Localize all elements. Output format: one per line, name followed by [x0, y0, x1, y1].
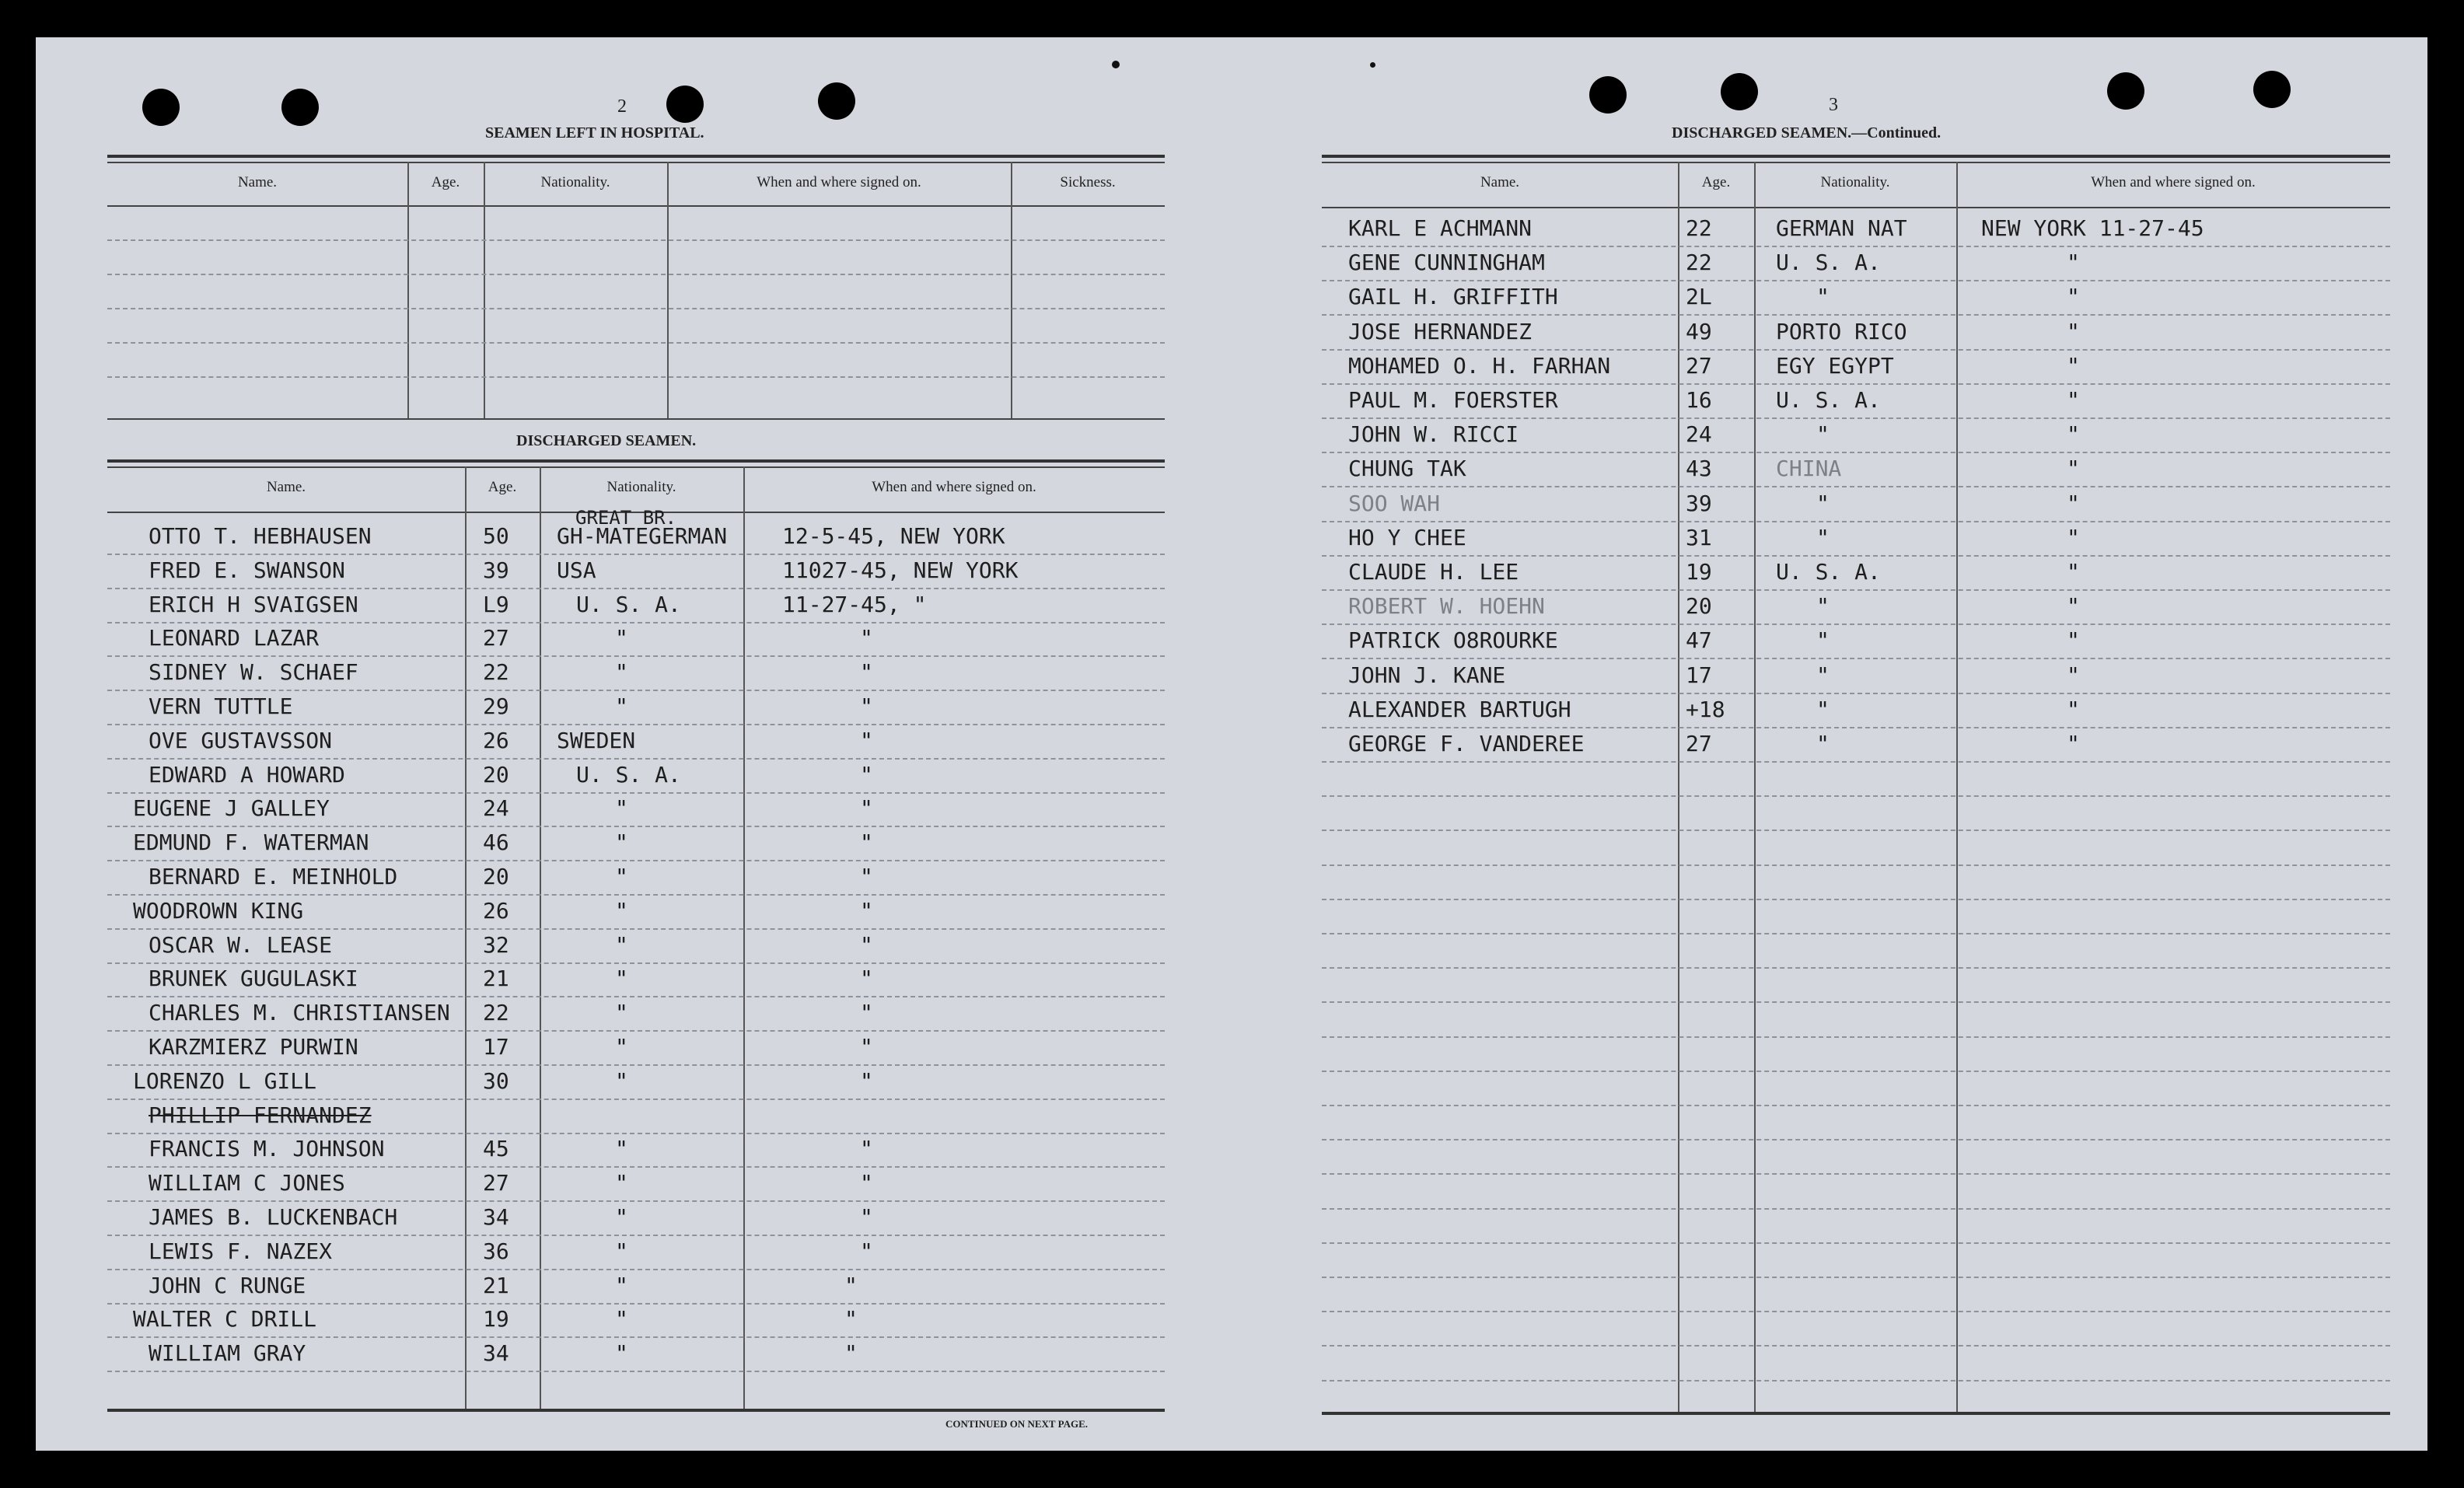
seaman-name: MOHAMED O. H. FARHAN: [1348, 352, 1611, 379]
nationality-correction: GREAT BR.: [575, 507, 677, 529]
seaman-signed-on: ": [860, 1034, 873, 1060]
row-rule: [107, 758, 1165, 760]
seaman-nationality: ": [615, 795, 628, 822]
seaman-name: JOSE HERNANDEZ: [1348, 318, 1533, 344]
hospital-col-sickness: Sickness.: [1060, 174, 1116, 190]
seaman-age: 27: [483, 625, 509, 651]
discharged-section-title: DISCHARGED SEAMEN.: [516, 432, 697, 449]
punch-hole: [2253, 71, 2291, 108]
seaman-nationality: ": [615, 1238, 628, 1264]
row-rule: [107, 826, 1165, 827]
seaman-nationality: SWEDEN: [557, 727, 636, 753]
seaman-age: 22: [483, 659, 509, 686]
row-rule: [107, 622, 1165, 623]
rule: [1322, 162, 2390, 163]
seaman-nationality: ": [1816, 696, 1830, 722]
row-rule: [1322, 899, 2390, 900]
seaman-name: KARZMIERZ PURWIN: [149, 1034, 358, 1060]
rule: [107, 205, 1165, 207]
row-rule: [1322, 1242, 2390, 1244]
row-rule: [107, 239, 1165, 241]
rule: [540, 466, 541, 1409]
seaman-signed-on: ": [860, 897, 873, 924]
seaman-nationality: ": [615, 1000, 628, 1026]
punch-hole: [1589, 76, 1627, 114]
row-rule: [107, 792, 1165, 794]
row-rule: [1322, 417, 2390, 419]
seaman-signed-on: ": [2067, 284, 2080, 310]
row-rule: [107, 962, 1165, 964]
row-rule: [1322, 1345, 2390, 1347]
row-rule: [1322, 865, 2390, 866]
seaman-nationality: ": [615, 1340, 628, 1367]
seaman-name: GENE CUNNINGHAM: [1348, 250, 1545, 276]
seaman-signed-on: ": [860, 1170, 873, 1196]
seaman-nationality: U. S. A.: [576, 591, 681, 617]
seaman-age: 24: [483, 795, 509, 822]
seaman-name: ALEXANDER BARTUGH: [1348, 696, 1571, 722]
seaman-nationality: ": [1816, 593, 1830, 620]
row-rule: [107, 1166, 1165, 1168]
row-rule: [107, 655, 1165, 657]
speck: [1112, 61, 1120, 68]
punch-hole: [2107, 72, 2144, 110]
rule: [484, 162, 485, 418]
seaman-nationality: ": [615, 625, 628, 651]
seaman-nationality: ": [615, 1170, 628, 1196]
seaman-signed-on: ": [860, 1136, 873, 1162]
row-rule: [107, 308, 1165, 309]
row-rule: [107, 342, 1165, 344]
seaman-signed-on: ": [860, 1238, 873, 1264]
seaman-nationality: ": [615, 1204, 628, 1230]
seaman-name: CHUNG TAK: [1348, 456, 1466, 482]
seaman-signed-on: ": [2067, 456, 2080, 482]
seaman-name: EDWARD A HOWARD: [149, 761, 345, 788]
seaman-age: 46: [483, 830, 509, 856]
discharged-col-nationality: Nationality.: [606, 479, 676, 495]
row-rule: [107, 894, 1165, 896]
row-rule: [1322, 486, 2390, 487]
seaman-age: 45: [483, 1136, 509, 1162]
seaman-nationality: ": [615, 1136, 628, 1162]
discharged-col-signed: When and where signed on.: [872, 479, 1036, 495]
seaman-name: EDMUND F. WATERMAN: [133, 830, 369, 856]
rule: [407, 162, 409, 418]
page-number-right: 3: [1829, 95, 1838, 115]
seaman-nationality: ": [615, 931, 628, 958]
row-rule: [1322, 623, 2390, 625]
seaman-age: 27: [1686, 352, 1712, 379]
row-rule: [107, 1064, 1165, 1066]
seaman-nationality: U. S. A.: [1776, 250, 1881, 276]
seaman-name: FRED E. SWANSON: [149, 557, 345, 583]
seaman-age: 24: [1686, 421, 1712, 448]
row-rule: [107, 860, 1165, 861]
row-rule: [107, 1099, 1165, 1100]
seaman-nationality: USA: [557, 557, 596, 583]
rule: [667, 162, 669, 418]
hospital-col-age: Age.: [431, 174, 460, 190]
seaman-signed-on: NEW YORK 11-27-45: [1981, 215, 2204, 241]
rule: [1322, 1412, 2390, 1415]
seaman-signed-on: ": [2067, 696, 2080, 722]
discharged-col-name: Name.: [266, 479, 306, 495]
seaman-signed-on: ": [860, 864, 873, 889]
seaman-nationality: ": [615, 659, 628, 686]
row-rule: [1322, 693, 2390, 694]
hospital-section-title: SEAMEN LEFT IN HOSPITAL.: [485, 124, 704, 141]
seaman-signed-on: ": [2067, 250, 2080, 276]
ledger-page: [36, 37, 2427, 1451]
seaman-signed-on: ": [2067, 559, 2080, 585]
seaman-age: 47: [1686, 627, 1712, 654]
seaman-age: 34: [483, 1340, 509, 1367]
rule: [107, 155, 1165, 158]
row-rule: [107, 554, 1165, 555]
seaman-name: WOODROWN KING: [133, 897, 304, 924]
row-rule: [107, 376, 1165, 378]
seaman-signed-on: ": [860, 727, 873, 753]
discharged-continued-title: DISCHARGED SEAMEN.—Continued.: [1672, 124, 1941, 141]
seaman-age: 17: [483, 1034, 509, 1060]
seaman-age: 27: [1686, 731, 1712, 756]
seaman-age: 29: [483, 693, 509, 719]
seaman-nationality: ": [615, 1272, 628, 1298]
rule: [1322, 155, 2390, 158]
seaman-nationality: ": [615, 1067, 628, 1094]
row-rule: [1322, 795, 2390, 797]
seaman-nationality: U. S. A.: [1776, 559, 1881, 585]
seaman-name: BERNARD E. MEINHOLD: [149, 864, 398, 889]
seaman-name: SIDNEY W. SCHAEF: [149, 659, 358, 686]
seaman-signed-on: ": [860, 1067, 873, 1094]
seaman-age: 31: [1686, 524, 1712, 550]
seaman-nationality: GH-MATEGERMAN: [557, 523, 728, 549]
seaman-nationality: U. S. A.: [1776, 387, 1881, 413]
row-rule: [1322, 1105, 2390, 1106]
seaman-age: 34: [483, 1204, 509, 1230]
punch-hole: [281, 89, 319, 126]
seaman-age: 21: [483, 1272, 509, 1298]
rule: [1011, 162, 1012, 418]
right-col-name: Name.: [1480, 174, 1520, 190]
seaman-nationality: ": [1816, 627, 1830, 654]
hospital-col-nationality: Nationality.: [540, 174, 610, 190]
row-rule: [1322, 658, 2390, 659]
seaman-nationality: ": [615, 1034, 628, 1060]
seaman-name: LORENZO L GILL: [133, 1067, 317, 1094]
row-rule: [1322, 830, 2390, 831]
row-rule: [107, 588, 1165, 589]
right-col-age: Age.: [1701, 174, 1731, 190]
seaman-age: 22: [1686, 250, 1712, 276]
seaman-signed-on: 12-5-45, NEW YORK: [782, 523, 1005, 549]
seaman-signed-on: ": [2067, 352, 2080, 379]
row-rule: [1322, 521, 2390, 522]
seaman-nationality: ": [615, 897, 628, 924]
punch-hole: [818, 82, 855, 120]
seaman-age: 50: [483, 523, 509, 549]
seaman-age: 39: [1686, 490, 1712, 516]
seaman-name: LEONARD LAZAR: [149, 625, 320, 651]
seaman-nationality: ": [615, 1306, 628, 1333]
seaman-age: 21: [483, 966, 509, 992]
seaman-name: OVE GUSTAVSSON: [149, 727, 333, 753]
seaman-age: L9: [483, 591, 509, 617]
row-rule: [107, 1235, 1165, 1236]
row-rule: [1322, 589, 2390, 591]
seaman-signed-on: ": [860, 659, 873, 686]
seaman-name: LEWIS F. NAZEX: [149, 1238, 333, 1264]
rule: [743, 466, 745, 1409]
row-rule: [107, 996, 1165, 997]
seaman-age: 22: [483, 1000, 509, 1026]
seaman-name: GEORGE F. VANDEREE: [1348, 731, 1585, 756]
seaman-signed-on: ": [2067, 731, 2080, 756]
row-rule: [107, 690, 1165, 691]
seaman-signed-on: 11-27-45, ": [782, 591, 927, 617]
rule: [107, 418, 1165, 420]
seaman-signed-on: ": [860, 1204, 873, 1230]
row-rule: [1322, 1036, 2390, 1038]
hospital-col-name: Name.: [237, 174, 278, 190]
seaman-age: 27: [483, 1170, 509, 1196]
seaman-age: +18: [1686, 696, 1725, 722]
seaman-name: JAMES B. LUCKENBACH: [149, 1204, 398, 1230]
row-rule: [1322, 1208, 2390, 1210]
row-rule: [1322, 280, 2390, 281]
seaman-name: VERN TUTTLE: [149, 693, 293, 719]
right-col-nationality: Nationality.: [1820, 174, 1890, 190]
seaman-signed-on: ": [860, 1000, 873, 1026]
row-rule: [107, 1269, 1165, 1270]
seaman-name: SOO WAH: [1348, 490, 1441, 516]
seaman-nationality: EGY EGYPT: [1776, 352, 1894, 379]
row-rule: [1322, 933, 2390, 934]
seaman-signed-on: ": [2067, 524, 2080, 550]
seaman-age: 49: [1686, 318, 1712, 344]
speck: [1370, 62, 1375, 68]
seaman-name: HO Y CHEE: [1348, 524, 1466, 550]
row-rule: [1322, 1277, 2390, 1278]
row-rule: [1322, 383, 2390, 385]
seaman-signed-on: ": [2067, 387, 2080, 413]
seaman-name: ROBERT W. HOEHN: [1348, 593, 1545, 620]
row-rule: [107, 1200, 1165, 1202]
seaman-signed-on: ": [844, 1340, 858, 1367]
seaman-age: 39: [483, 557, 509, 583]
seaman-name: KARL E ACHMANN: [1348, 215, 1533, 241]
seaman-signed-on: ": [2067, 421, 2080, 448]
seaman-name: OSCAR W. LEASE: [149, 931, 333, 958]
seaman-nationality: ": [615, 830, 628, 856]
seaman-age: 20: [1686, 593, 1712, 620]
discharged-col-age: Age.: [488, 479, 517, 495]
seaman-signed-on: ": [844, 1306, 858, 1333]
rule: [107, 466, 1165, 468]
seaman-age: 22: [1686, 215, 1712, 241]
hospital-col-signed: When and where signed on.: [757, 174, 921, 190]
row-rule: [1322, 967, 2390, 969]
seaman-nationality: ": [1816, 490, 1830, 516]
rule: [107, 162, 1165, 163]
seaman-name: JOHN C RUNGE: [149, 1272, 306, 1298]
seaman-signed-on: 11027-45, NEW YORK: [782, 557, 1019, 583]
seaman-age: 26: [483, 727, 509, 753]
row-rule: [1322, 1001, 2390, 1003]
row-rule: [1322, 349, 2390, 351]
seaman-nationality: ": [1816, 662, 1830, 688]
seaman-age: 17: [1686, 662, 1712, 688]
seaman-nationality: ": [1816, 421, 1830, 448]
rule: [465, 466, 467, 1409]
right-col-signed: When and where signed on.: [2091, 174, 2256, 190]
seaman-signed-on: ": [2067, 593, 2080, 620]
row-rule: [1322, 1071, 2390, 1072]
seaman-nationality: ": [1816, 524, 1830, 550]
seaman-name: JOHN W. RICCI: [1348, 421, 1519, 448]
seaman-name: PHILLIP FERNANDEZ: [149, 1102, 372, 1128]
seaman-name: PATRICK O8ROURKE: [1348, 627, 1558, 654]
page-number-left: 2: [617, 96, 627, 117]
row-rule: [1322, 1380, 2390, 1381]
rule: [107, 459, 1165, 463]
seaman-age: 2L: [1686, 284, 1712, 310]
seaman-age: 26: [483, 897, 509, 924]
seaman-age: 20: [483, 761, 509, 788]
seaman-nationality: CHINA: [1776, 456, 1842, 482]
seaman-nationality: ": [615, 966, 628, 992]
row-rule: [107, 274, 1165, 275]
seaman-age: 16: [1686, 387, 1712, 413]
seaman-name: JOHN J. KANE: [1348, 662, 1506, 688]
row-rule: [107, 1133, 1165, 1134]
row-rule: [107, 1303, 1165, 1305]
row-rule: [107, 1030, 1165, 1032]
continued-note: CONTINUED ON NEXT PAGE.: [945, 1418, 1088, 1430]
seaman-age: 19: [483, 1306, 509, 1333]
seaman-name: WILLIAM C JONES: [149, 1170, 345, 1196]
seaman-signed-on: ": [844, 1272, 858, 1298]
seaman-signed-on: ": [860, 761, 873, 788]
seaman-age: 36: [483, 1238, 509, 1264]
seaman-age: 30: [483, 1067, 509, 1094]
row-rule: [1322, 1173, 2390, 1175]
row-rule: [1322, 1139, 2390, 1140]
seaman-signed-on: ": [860, 795, 873, 822]
row-rule: [1322, 761, 2390, 763]
seaman-name: WILLIAM GRAY: [149, 1340, 306, 1367]
seaman-name: EUGENE J GALLEY: [133, 795, 330, 822]
seaman-signed-on: ": [860, 693, 873, 719]
row-rule: [1322, 452, 2390, 453]
seaman-nationality: ": [615, 864, 628, 889]
row-rule: [1322, 1311, 2390, 1312]
row-rule: [107, 1371, 1165, 1372]
seaman-name: BRUNEK GUGULASKI: [149, 966, 358, 992]
rule: [107, 1409, 1165, 1412]
seaman-name: GAIL H. GRIFFITH: [1348, 284, 1558, 310]
seaman-nationality: ": [1816, 284, 1830, 310]
seaman-name: ERICH H SVAIGSEN: [149, 591, 358, 617]
seaman-name: WALTER C DRILL: [133, 1306, 317, 1333]
seaman-signed-on: ": [860, 625, 873, 651]
seaman-nationality: GERMAN NAT: [1776, 215, 1907, 241]
seaman-nationality: U. S. A.: [576, 761, 681, 788]
seaman-signed-on: ": [860, 966, 873, 992]
seaman-name: CLAUDE H. LEE: [1348, 559, 1519, 585]
seaman-name: OTTO T. HEBHAUSEN: [149, 523, 372, 549]
row-rule: [1322, 246, 2390, 247]
row-rule: [107, 928, 1165, 930]
punch-hole: [1721, 73, 1758, 110]
seaman-signed-on: ": [860, 830, 873, 856]
row-rule: [107, 1336, 1165, 1338]
seaman-signed-on: ": [2067, 318, 2080, 344]
seaman-nationality: PORTO RICO: [1776, 318, 1907, 344]
seaman-signed-on: ": [2067, 490, 2080, 516]
seaman-age: 32: [483, 931, 509, 958]
punch-hole: [142, 89, 180, 126]
seaman-age: 43: [1686, 456, 1712, 482]
rule: [1322, 207, 2390, 208]
punch-hole: [666, 86, 704, 123]
seaman-age: 19: [1686, 559, 1712, 585]
seaman-signed-on: ": [860, 931, 873, 958]
seaman-name: PAUL M. FOERSTER: [1348, 387, 1558, 413]
seaman-age: 20: [483, 864, 509, 889]
row-rule: [1322, 314, 2390, 316]
seaman-signed-on: ": [2067, 627, 2080, 654]
seaman-name: CHARLES M. CHRISTIANSEN: [149, 1000, 450, 1026]
row-rule: [1322, 555, 2390, 557]
seaman-name: FRANCIS M. JOHNSON: [149, 1136, 385, 1162]
seaman-signed-on: ": [2067, 662, 2080, 688]
row-rule: [1322, 727, 2390, 728]
row-rule: [107, 724, 1165, 725]
seaman-nationality: ": [1816, 731, 1830, 756]
seaman-nationality: ": [615, 693, 628, 719]
